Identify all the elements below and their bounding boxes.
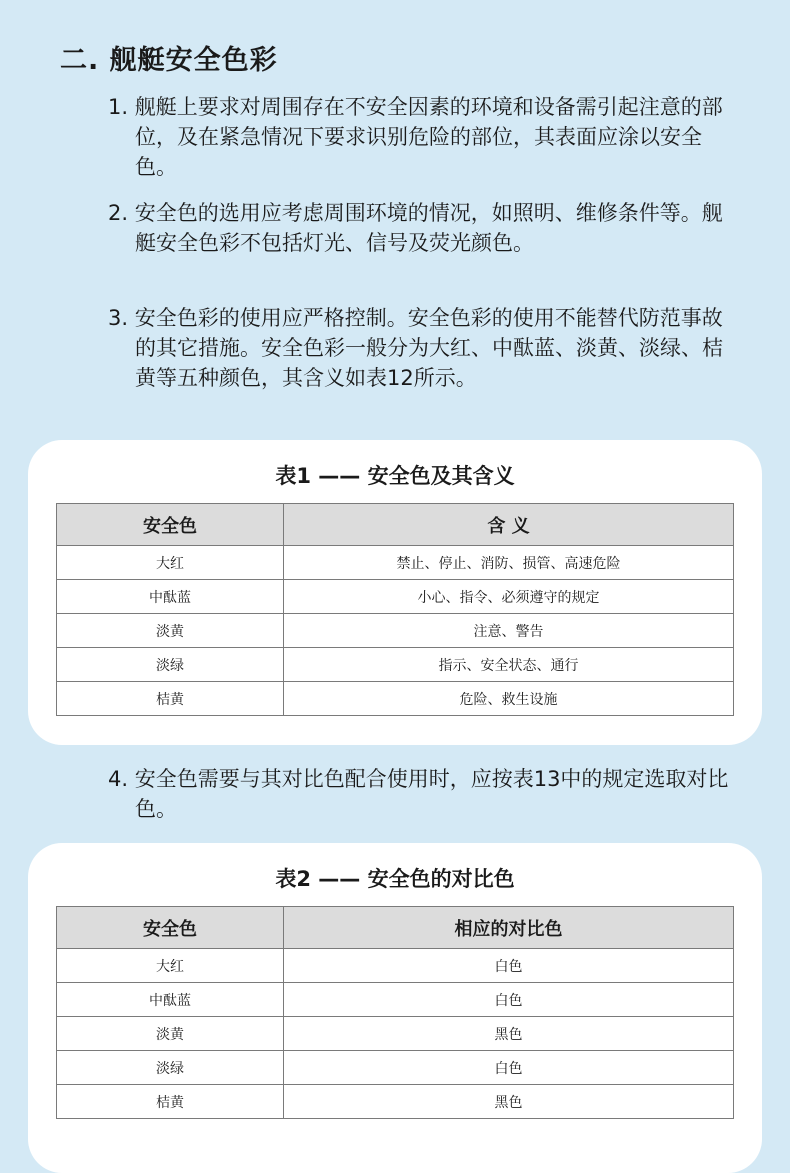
- table1-header-row: [57, 504, 734, 546]
- table2-header-color: 安全色: [57, 907, 284, 949]
- table1-cell-color: 大红: [57, 546, 284, 580]
- table-row: [57, 648, 734, 682]
- table-row: [57, 1017, 734, 1051]
- table2-header-contrast: 相应的对比色: [284, 907, 734, 949]
- table1-cell-meaning: 指示、安全状态、通行: [284, 648, 734, 682]
- table1-cell-color: 中酞蓝: [57, 580, 284, 614]
- table2-cell-color: 中酞蓝: [57, 983, 284, 1017]
- table2-cell-color: 桔黄: [57, 1085, 284, 1119]
- table1-cell-meaning: 注意、警告: [284, 614, 734, 648]
- table2-cell-contrast: 白色: [284, 1051, 734, 1085]
- table2-cell-color: 淡黄: [57, 1017, 284, 1051]
- table2-title: 表2 —— 安全色的对比色: [275, 867, 515, 891]
- table1-cell-meaning: 小心、指令、必须遵守的规定: [284, 580, 734, 614]
- table2-header-row: [57, 907, 734, 949]
- table2-cell-contrast: 黑色: [284, 1017, 734, 1051]
- table1-cell-color: 淡黄: [57, 614, 284, 648]
- table2-cell-color: 淡绿: [57, 1051, 284, 1085]
- table1: [56, 503, 734, 716]
- table2-cell-contrast: 白色: [284, 983, 734, 1017]
- table2-cell-color: 大红: [57, 949, 284, 983]
- table1-cell-meaning: 危险、救生设施: [284, 682, 734, 716]
- table1-cell-color: 淡绿: [57, 648, 284, 682]
- table-row: [57, 1085, 734, 1119]
- table-row: [57, 949, 734, 983]
- table1-title: 表1 —— 安全色及其含义: [275, 464, 515, 488]
- paragraph-4: 4. 安全色需要与其对比色配合使用时，应按表13中的规定选取对比色。: [108, 767, 729, 821]
- table2: [56, 906, 734, 1119]
- table2-card: [28, 843, 762, 1173]
- table-row: [57, 580, 734, 614]
- table-row: [57, 614, 734, 648]
- table1-header-meaning: 含 义: [284, 504, 734, 546]
- table-row: [57, 1051, 734, 1085]
- table-row: [57, 546, 734, 580]
- table2-cell-contrast: 黑色: [284, 1085, 734, 1119]
- paragraph-1: 1. 舰艇上要求对周围存在不安全因素的环境和设备需引起注意的部位，及在紧急情况下要求识别危险的部位，其表面应涂以安全色。: [108, 95, 723, 179]
- table-row: [57, 682, 734, 716]
- table1-cell-meaning: 禁止、停止、消防、损管、高速危险: [284, 546, 734, 580]
- section-heading: 二. 舰艇安全色彩: [60, 45, 278, 76]
- paragraph-2: 2. 安全色的选用应考虑周围环境的情况，如照明、维修条件等。舰艇安全色彩不包括灯光、信号及荧光颜色。: [108, 201, 723, 255]
- table1-card: [28, 440, 762, 745]
- paragraph-3: 3. 安全色彩的使用应严格控制。安全色彩的使用不能替代防范事故的其它措施。安全色彩一般分为大红、中酞蓝、淡黄、淡绿、桔黄等五种颜色，其含义如表12所示。: [108, 306, 723, 390]
- table1-header-color: 安全色: [57, 504, 284, 546]
- table1-cell-color: 桔黄: [57, 682, 284, 716]
- table-row: [57, 983, 734, 1017]
- table2-cell-contrast: 白色: [284, 949, 734, 983]
